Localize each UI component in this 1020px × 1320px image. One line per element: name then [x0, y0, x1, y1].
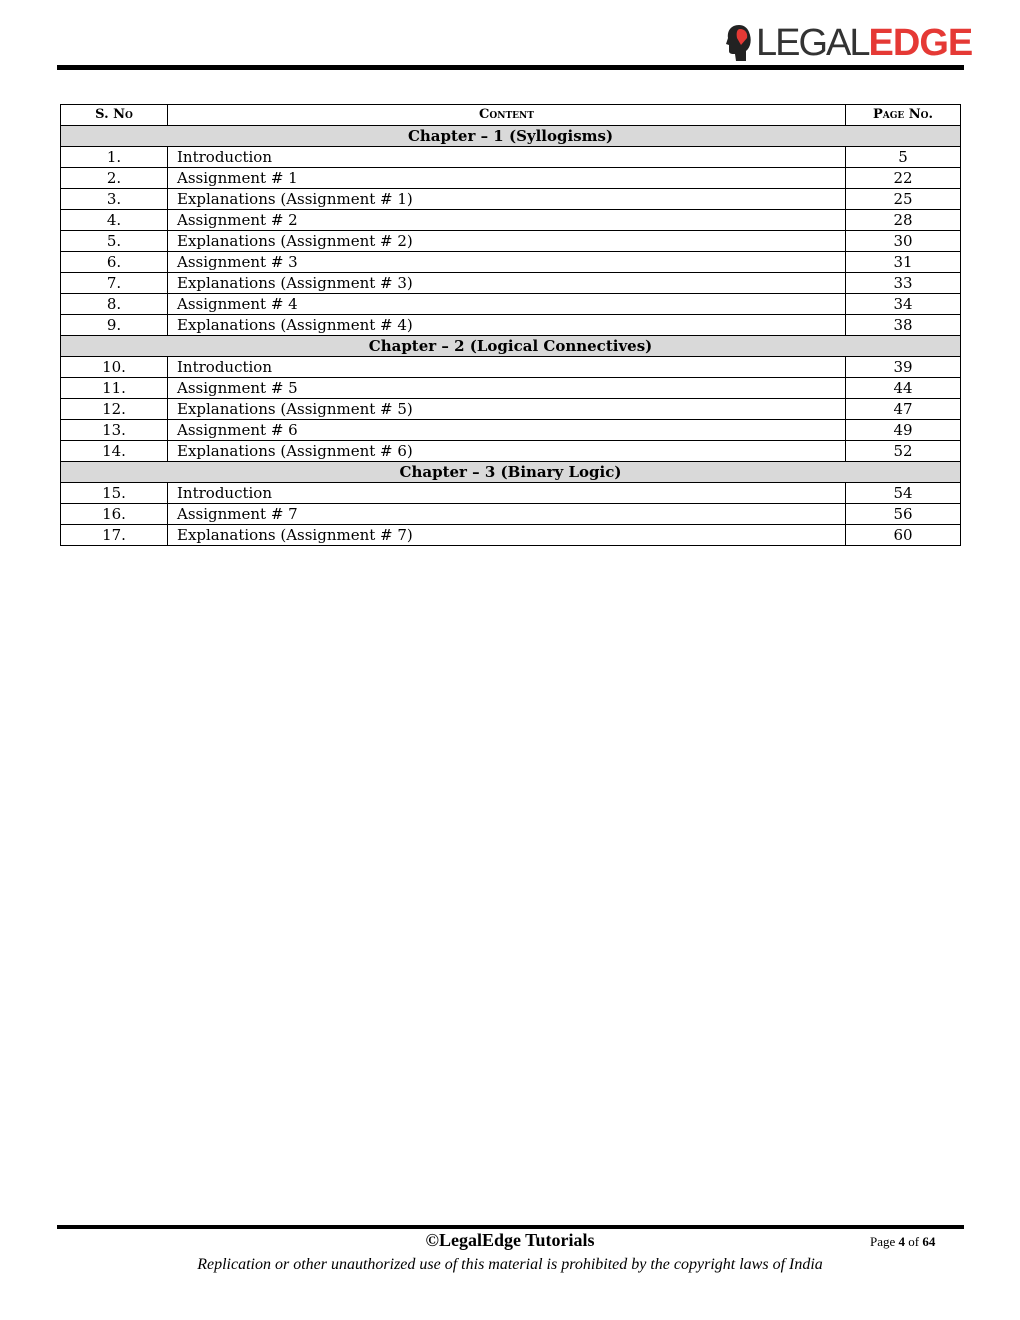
page-number-cell: 47	[846, 399, 961, 420]
content-title: Explanations (Assignment # 3)	[168, 273, 846, 294]
serial-number: 13.	[61, 420, 168, 441]
logo-text-legal: LEGAL	[756, 22, 869, 64]
content-title: Explanations (Assignment # 5)	[168, 399, 846, 420]
serial-number: 8.	[61, 294, 168, 315]
table-row	[61, 420, 961, 441]
chapter-title: Chapter – 2 (Logical Connectives)	[61, 336, 961, 357]
page-label: Page	[870, 1234, 896, 1249]
table-row	[61, 315, 961, 336]
serial-number: 7.	[61, 273, 168, 294]
content-title: Explanations (Assignment # 1)	[168, 189, 846, 210]
page-number	[870, 1234, 935, 1250]
content-title: Introduction	[168, 483, 846, 504]
page-number-cell: 28	[846, 210, 961, 231]
table-row	[61, 210, 961, 231]
serial-number: 17.	[61, 525, 168, 546]
serial-number: 11.	[61, 378, 168, 399]
content-title: Assignment # 4	[168, 294, 846, 315]
page-number-cell: 54	[846, 483, 961, 504]
head-silhouette-icon	[726, 23, 752, 63]
header-sno: S. No	[61, 105, 168, 126]
page-number-cell: 49	[846, 420, 961, 441]
serial-number: 4.	[61, 210, 168, 231]
table-row	[61, 252, 961, 273]
table-row	[61, 168, 961, 189]
table-row	[61, 483, 961, 504]
page-number-cell: 60	[846, 525, 961, 546]
content-title: Introduction	[168, 147, 846, 168]
page-number-cell: 39	[846, 357, 961, 378]
serial-number: 15.	[61, 483, 168, 504]
table-row	[61, 231, 961, 252]
content-title: Assignment # 2	[168, 210, 846, 231]
page-current: 4	[898, 1234, 906, 1249]
table-row	[61, 399, 961, 420]
serial-number: 14.	[61, 441, 168, 462]
chapter-row	[61, 462, 961, 483]
serial-number: 16.	[61, 504, 168, 525]
serial-number: 9.	[61, 315, 168, 336]
table-row	[61, 147, 961, 168]
table-row	[61, 504, 961, 525]
page-number-cell: 22	[846, 168, 961, 189]
page-number-cell: 5	[846, 147, 961, 168]
page-number-cell: 38	[846, 315, 961, 336]
content-title: Assignment # 3	[168, 252, 846, 273]
serial-number: 6.	[61, 252, 168, 273]
content-title: Assignment # 1	[168, 168, 846, 189]
footer-rule	[57, 1225, 964, 1229]
header-page: Page No.	[846, 105, 961, 126]
content-title: Assignment # 5	[168, 378, 846, 399]
page-of: of	[908, 1234, 920, 1249]
page-number-cell: 56	[846, 504, 961, 525]
serial-number: 12.	[61, 399, 168, 420]
page-number-cell: 25	[846, 189, 961, 210]
content-title: Explanations (Assignment # 7)	[168, 525, 846, 546]
content-title: Assignment # 7	[168, 504, 846, 525]
chapter-title: Chapter – 1 (Syllogisms)	[61, 126, 961, 147]
content-title: Explanations (Assignment # 2)	[168, 231, 846, 252]
chapter-title: Chapter – 3 (Binary Logic)	[61, 462, 961, 483]
page-number-cell: 31	[846, 252, 961, 273]
page-number-cell: 34	[846, 294, 961, 315]
table-row	[61, 357, 961, 378]
table-row	[61, 441, 961, 462]
chapter-row	[61, 126, 961, 147]
table-row	[61, 525, 961, 546]
table-row	[61, 294, 961, 315]
serial-number: 10.	[61, 357, 168, 378]
table-row	[61, 378, 961, 399]
content-title: Explanations (Assignment # 4)	[168, 315, 846, 336]
content-title: Assignment # 6	[168, 420, 846, 441]
header-rule	[57, 65, 964, 70]
chapter-row	[61, 336, 961, 357]
serial-number: 2.	[61, 168, 168, 189]
page-number-cell: 52	[846, 441, 961, 462]
content-title: Introduction	[168, 357, 846, 378]
table-row	[61, 273, 961, 294]
logo-text-edge: EDGE	[868, 22, 973, 64]
table-header-row	[61, 105, 961, 126]
legaledge-logo	[726, 22, 972, 64]
header-content: Content	[168, 105, 846, 126]
copyright-notice: Replication or other unauthorized use of this material is prohibited by the copyright laws of India	[197, 1256, 823, 1273]
copyright-text: ©LegalEdge Tutorials	[425, 1230, 595, 1250]
page-total: 64	[922, 1234, 936, 1249]
page-number-cell: 30	[846, 231, 961, 252]
page-number-cell: 44	[846, 378, 961, 399]
serial-number: 1.	[61, 147, 168, 168]
content-title: Explanations (Assignment # 6)	[168, 441, 846, 462]
page-number-cell: 33	[846, 273, 961, 294]
serial-number: 5.	[61, 231, 168, 252]
serial-number: 3.	[61, 189, 168, 210]
contents-table	[60, 104, 961, 546]
table-row	[61, 189, 961, 210]
